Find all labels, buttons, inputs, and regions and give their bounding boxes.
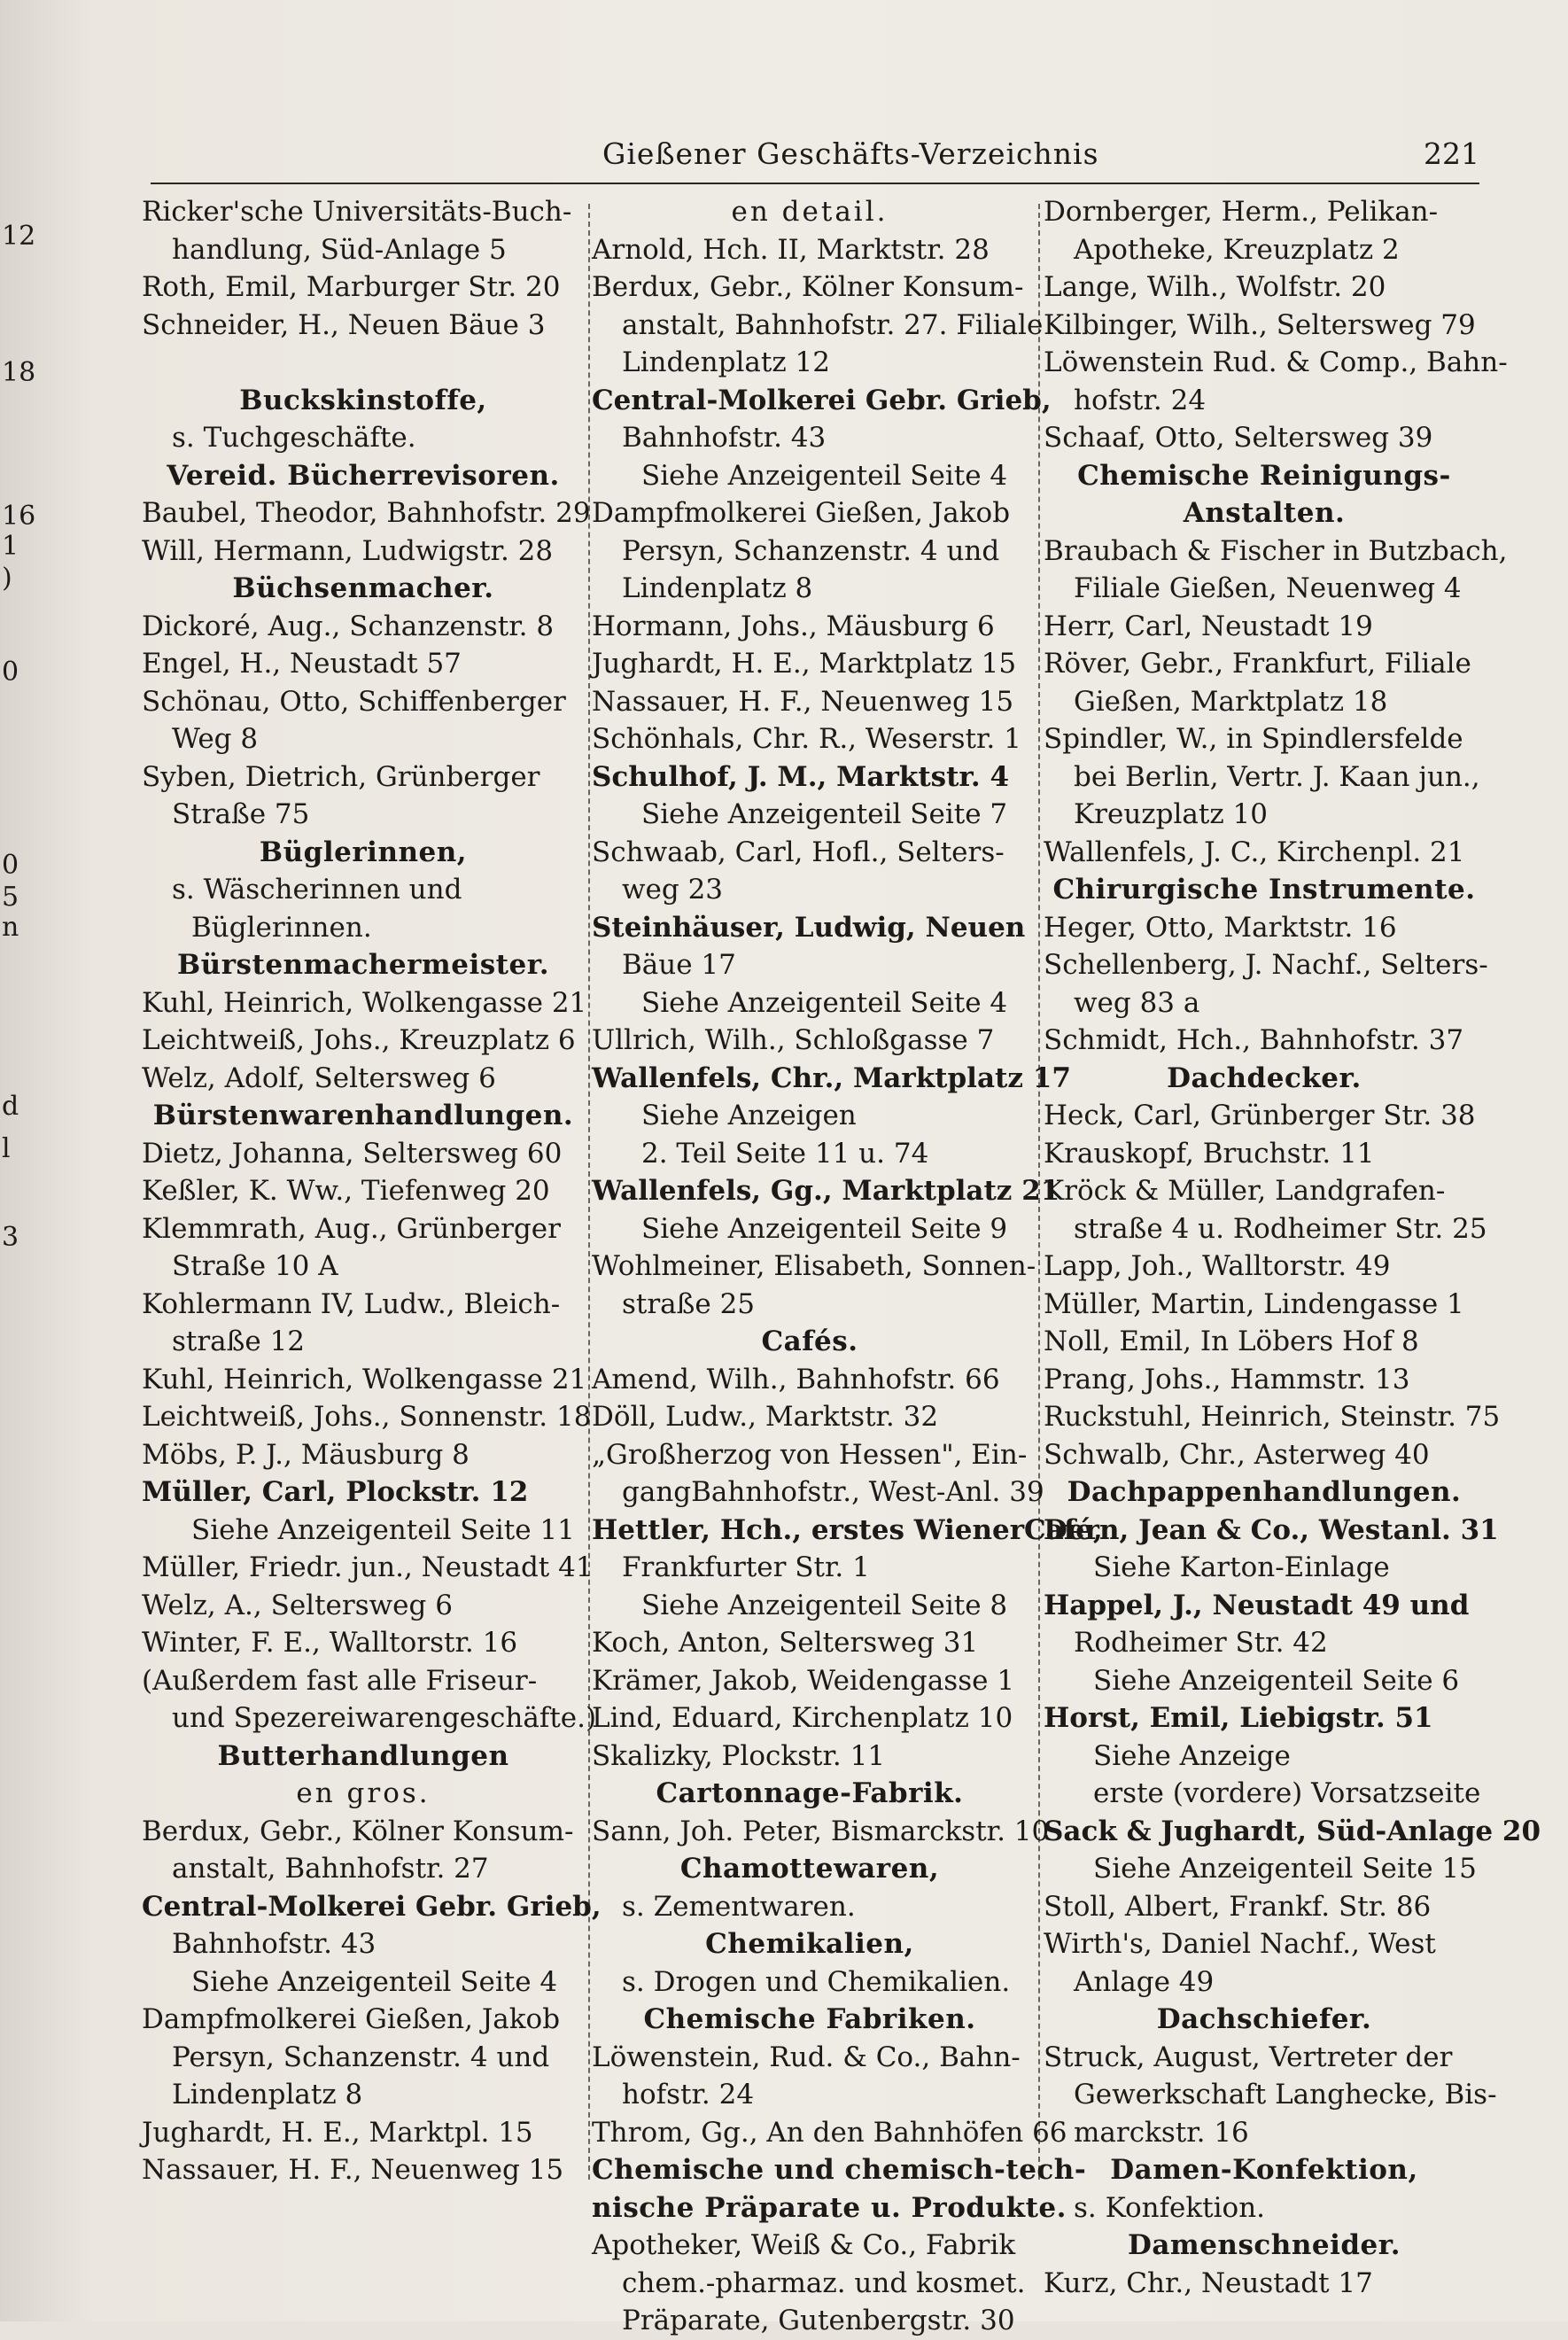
directory-entry: Herr, Carl, Neustadt 19 (1044, 610, 1373, 642)
directory-entry: Winter, F. E., Walltorstr. 16 (142, 1627, 518, 1659)
entry-continuation: Persyn, Schanzenstr. 4 und (172, 2041, 550, 2073)
directory-entry: Lind, Eduard, Kirchenplatz 10 (592, 1702, 1013, 1734)
directory-entry: Krämer, Jakob, Weidengasse 1 (592, 1664, 1015, 1697)
directory-entry: Welz, Adolf, Seltersweg 6 (142, 1061, 496, 1094)
directory-entry: Syben, Dietrich, Grünberger (142, 760, 540, 793)
directory-column-2 (592, 193, 1103, 2336)
directory-entry-highlighted: Sack & Jughardt, Süd-Anlage 20 (1044, 1815, 1541, 1847)
directory-entry: Leichtweiß, Johs., Sonnenstr. 18 (142, 1401, 592, 1433)
directory-entry: Welz, A., Seltersweg 6 (142, 1589, 453, 1621)
section-heading: Dachdecker. (1167, 1061, 1362, 1094)
directory-entry-highlighted: Müller, Carl, Plockstr. 12 (142, 1476, 529, 1508)
entry-continuation: Filiale Gießen, Neuenweg 4 (1074, 572, 1462, 604)
directory-entry: Ullrich, Wilh., Schloßgasse 7 (592, 1024, 995, 1056)
directory-entry: Jughardt, H. E., Marktplatz 15 (592, 648, 1017, 680)
entry-continuation: Apotheke, Kreuzplatz 2 (1074, 233, 1400, 266)
section-heading: Chemikalien, (705, 1928, 914, 1960)
directory-entry: Nassauer, H. F., Neuenweg 15 (142, 2154, 564, 2186)
directory-entry: Wallenfels, J. C., Kirchenpl. 21 (1044, 836, 1465, 868)
section-heading: Damenschneider. (1127, 2229, 1401, 2261)
section-heading: Chemische und chemisch-tech- (592, 2154, 1087, 2186)
section-heading: Büglerinnen, (259, 836, 468, 868)
directory-entry: Kröck & Müller, Landgrafen- (1044, 1175, 1446, 1207)
entry-continuation: hofstr. 24 (622, 2079, 755, 2111)
directory-entry: Dampfmolkerei Gießen, Jakob (592, 497, 1011, 529)
directory-entry: Spindler, W., in Spindlersfelde (1044, 723, 1463, 755)
directory-entry: Hormann, Johs., Mäusburg 6 (592, 610, 995, 642)
directory-entry: Nassauer, H. F., Neuenweg 15 (592, 685, 1014, 718)
directory-entry: Klemmrath, Aug., Grünberger (142, 1212, 561, 1245)
directory-entry: Skalizky, Plockstr. 11 (592, 1739, 886, 1772)
margin-fragment: ) (2, 563, 12, 594)
directory-entry: Krauskopf, Bruchstr. 11 (1044, 1137, 1375, 1170)
directory-entry: Dickoré, Aug., Schanzenstr. 8 (142, 610, 555, 642)
entry-continuation: Gießen, Marktplatz 18 (1074, 685, 1388, 718)
directory-entry: Dampfmolkerei Gießen, Jakob (142, 2003, 561, 2035)
entry-continuation: Kreuzplatz 10 (1074, 798, 1268, 830)
section-heading: Büchsenmacher. (232, 572, 494, 604)
entry-continuation: anstalt, Bahnhofstr. 27. Filiale (622, 308, 1044, 341)
entry-continuation: straße 12 (172, 1325, 306, 1357)
directory-entry: Möbs, P. J., Mäusburg 8 (142, 1438, 470, 1471)
entry-continuation: s. Konfektion. (1074, 2191, 1266, 2224)
directory-entry-highlighted: Dern, Jean & Co., Westanl. 31 (1044, 1513, 1499, 1546)
directory-entry: Dornberger, Herm., Pelikan- (1044, 196, 1439, 228)
directory-entry: „Großherzog von Hessen", Ein- (592, 1438, 1028, 1471)
margin-fragment: 5 (2, 882, 19, 913)
reference-note: Siehe Anzeigenteil Seite 4 (641, 986, 1008, 1019)
margin-fragment: 0 (2, 657, 19, 688)
directory-entry: Struck, August, Vertreter der (1044, 2041, 1453, 2073)
directory-entry: Löwenstein, Rud. & Co., Bahn- (592, 2041, 1021, 2073)
entry-continuation: handlung, Süd-Anlage 5 (172, 233, 507, 266)
directory-entry: Schmidt, Hch., Bahnhofstr. 37 (1044, 1024, 1464, 1056)
section-heading: nische Präparate u. Produkte. (592, 2191, 1067, 2224)
reference-note: Siehe Anzeigenteil Seite 15 (1093, 1853, 1477, 1885)
entry-continuation: Lindenplatz 12 (622, 346, 830, 378)
directory-entry: Lapp, Joh., Walltorstr. 49 (1044, 1250, 1391, 1282)
section-heading: Cartonnage-Fabrik. (656, 1777, 964, 1809)
directory-entry: Jughardt, H. E., Marktpl. 15 (142, 2116, 533, 2149)
directory-entry: Engel, H., Neustadt 57 (142, 648, 462, 680)
margin-fragment: n (2, 912, 19, 943)
entry-continuation: s. Zementwaren. (622, 1890, 856, 1923)
entry-continuation: und Spezereiwarengeschäfte.) (172, 1702, 597, 1734)
directory-entry: (Außerdem fast alle Friseur- (142, 1664, 538, 1697)
directory-entry: Berdux, Gebr., Kölner Konsum- (142, 1815, 574, 1847)
directory-entry: Arnold, Hch. II, Marktstr. 28 (592, 233, 990, 266)
directory-entry: Noll, Emil, In Löbers Hof 8 (1044, 1325, 1419, 1357)
entry-continuation: Bäue 17 (622, 949, 736, 981)
entry-continuation: Weg 8 (172, 723, 259, 755)
directory-entry: Leichtweiß, Johs., Kreuzplatz 6 (142, 1024, 576, 1056)
directory-entry-highlighted: Central-Molkerei Gebr. Grieb, (592, 384, 1052, 416)
directory-entry: Schwalb, Chr., Asterweg 40 (1044, 1438, 1430, 1471)
reference-note: erste (vordere) Vorsatzseite (1093, 1777, 1481, 1809)
directory-entry: Prang, Johs., Hammstr. 13 (1044, 1363, 1410, 1395)
spacer (142, 344, 585, 382)
reference-note: Siehe Anzeigenteil Seite 6 (1093, 1664, 1460, 1697)
entry-continuation: Rodheimer Str. 42 (1074, 1627, 1328, 1659)
directory-entry: Berdux, Gebr., Kölner Konsum- (592, 271, 1024, 303)
directory-entry: Koch, Anton, Seltersweg 31 (592, 1627, 979, 1659)
directory-entry: Heger, Otto, Marktstr. 16 (1044, 911, 1397, 944)
left-margin-fragments (0, 0, 53, 2321)
reference-note: Siehe Anzeige (1093, 1739, 1291, 1772)
section-heading: Bürstenmachermeister. (176, 949, 550, 981)
reference-note: Siehe Anzeigenteil Seite 9 (641, 1212, 1008, 1245)
margin-fragment: l (2, 1133, 11, 1164)
directory-entry: Müller, Martin, Lindengasse 1 (1044, 1287, 1464, 1320)
reference-note: Büglerinnen. (191, 911, 372, 944)
entry-continuation: Bahnhofstr. 43 (172, 1928, 376, 1960)
entry-continuation: Straße 75 (172, 798, 310, 830)
directory-entry: Schwaab, Carl, Hofl., Selters- (592, 836, 1005, 868)
reference-note: Siehe Anzeigenteil Seite 8 (641, 1589, 1008, 1621)
directory-entry: Schönau, Otto, Schiffenberger (142, 685, 566, 718)
page-header (151, 133, 1479, 184)
reference-note: Siehe Anzeigenteil Seite 7 (641, 798, 1008, 830)
entry-continuation: Bahnhofstr. 43 (622, 422, 827, 454)
directory-entry: Kuhl, Heinrich, Wolkengasse 21 (142, 1363, 587, 1395)
directory-entry: Ruckstuhl, Heinrich, Steinstr. 75 (1044, 1401, 1501, 1433)
directory-entry: Baubel, Theodor, Bahnhofstr. 29 (142, 497, 591, 529)
reference-note: Siehe Anzeigenteil Seite 4 (191, 1965, 558, 1998)
directory-entry: Schönhals, Chr. R., Weserstr. 1 (592, 723, 1021, 755)
directory-entry: Will, Hermann, Ludwigstr. 28 (142, 534, 554, 567)
directory-entry: Braubach & Fischer in Butzbach, (1044, 534, 1508, 567)
directory-entry: Wirth's, Daniel Nachf., West (1044, 1928, 1436, 1960)
entry-continuation: Persyn, Schanzenstr. 4 und (622, 534, 1000, 567)
entry-continuation: Lindenplatz 8 (172, 2079, 363, 2111)
directory-entry: Keßler, K. Ww., Tiefenweg 20 (142, 1175, 550, 1207)
section-heading: Buckskinstoffe, (239, 384, 487, 416)
entry-continuation: hofstr. 24 (1074, 384, 1207, 416)
entry-continuation: s. Wäscherinnen und (172, 874, 462, 906)
directory-entry: Heck, Carl, Grünberger Str. 38 (1044, 1100, 1476, 1131)
directory-entry: Löwenstein Rud. & Comp., Bahn- (1044, 346, 1508, 378)
directory-entry: Döll, Ludw., Marktstr. 32 (592, 1401, 939, 1433)
directory-entry: Kurz, Chr., Neustadt 17 (1044, 2266, 1373, 2299)
directory-entry: Schneider, H., Neuen Bäue 3 (142, 308, 546, 341)
section-heading: Cafés. (761, 1325, 858, 1357)
directory-entry-highlighted: Wallenfels, Gg., Marktplatz 21 (592, 1175, 1060, 1207)
entry-continuation: s. Tuchgeschäfte. (172, 422, 416, 454)
directory-entry: Amend, Wilh., Bahnhofstr. 66 (592, 1363, 1000, 1395)
section-heading: Damen-Konfektion, (1110, 2154, 1418, 2186)
entry-continuation: marckstr. 16 (1074, 2116, 1249, 2149)
margin-fragment: 0 (2, 850, 19, 881)
entry-continuation: weg 23 (622, 874, 724, 906)
entry-continuation: s. Drogen und Chemikalien. (622, 1965, 1011, 1998)
margin-fragment: 3 (2, 1222, 19, 1253)
entry-continuation: Gewerkschaft Langhecke, Bis- (1074, 2079, 1497, 2111)
directory-entry: Kuhl, Heinrich, Wolkengasse 21 (142, 986, 587, 1019)
entry-continuation: anstalt, Bahnhofstr. 27 (172, 1853, 489, 1885)
directory-entry-highlighted: Schulhof, J. M., Marktstr. 4 (592, 760, 1010, 793)
directory-entry: Schellenberg, J. Nachf., Selters- (1044, 949, 1488, 981)
directory-entry: Kohlermann IV, Ludw., Bleich- (142, 1287, 561, 1320)
entry-continuation: weg 83 a (1074, 986, 1200, 1019)
section-heading: Dachschiefer. (1156, 2003, 1372, 2035)
entry-continuation: Präparate, Gutenbergstr. 30 (622, 2305, 1015, 2336)
directory-entry-highlighted: Central-Molkerei Gebr. Grieb, (142, 1890, 602, 1923)
reference-note: Siehe Karton-Einlage (1093, 1551, 1390, 1583)
entry-continuation: gangBahnhofstr., West-Anl. 39 (622, 1476, 1044, 1508)
directory-entry-highlighted: Wallenfels, Chr., Marktplatz 17 (592, 1061, 1071, 1094)
directory-entry: Sann, Joh. Peter, Bismarckstr. 10 (592, 1815, 1050, 1847)
entry-continuation: straße 25 (622, 1287, 756, 1320)
entry-continuation: Anlage 49 (1074, 1965, 1215, 1998)
page-number: 221 (1424, 136, 1479, 171)
directory-entry: Stoll, Albert, Frankf. Str. 86 (1044, 1890, 1432, 1923)
directory-entry: Dietz, Johanna, Seltersweg 60 (142, 1137, 563, 1170)
margin-fragment: 1 (2, 531, 19, 562)
entry-continuation: Straße 10 A (172, 1250, 338, 1282)
margin-fragment: 16 (2, 501, 36, 532)
section-heading: Bürstenwarenhandlungen. (152, 1100, 574, 1131)
reference-note: Siehe Anzeigenteil Seite 4 (641, 459, 1008, 492)
entry-continuation: Frankfurter Str. 1 (622, 1551, 870, 1583)
entry-continuation: bei Berlin, Vertr. J. Kaan jun., (1074, 760, 1480, 793)
section-heading: Dachpappenhandlungen. (1067, 1476, 1462, 1508)
margin-fragment: d (2, 1091, 19, 1122)
section-subheading: en gros. (296, 1777, 431, 1809)
directory-entry: Ricker'sche Universitäts-Buch- (142, 196, 572, 228)
entry-continuation: straße 4 u. Rodheimer Str. 25 (1074, 1212, 1487, 1245)
directory-entry: Lange, Wilh., Wolfstr. 20 (1044, 271, 1386, 303)
reference-note: Siehe Anzeigen (641, 1100, 857, 1131)
directory-entry: Roth, Emil, Marburger Str. 20 (142, 271, 561, 303)
section-heading: Chemische Fabriken. (643, 2003, 976, 2035)
section-heading: Chamottewaren, (679, 1853, 940, 1885)
directory-entry: Throm, Gg., An den Bahnhöfen 66 (592, 2116, 1067, 2149)
directory-entry: Müller, Friedr. jun., Neustadt 41 (142, 1551, 594, 1583)
section-heading: Chemische Reinigungs- (1077, 459, 1451, 492)
directory-entry: Kilbinger, Wilh., Seltersweg 79 (1044, 308, 1476, 341)
section-heading: Anstalten. (1183, 497, 1346, 529)
section-heading: Vereid. Bücherrevisoren. (167, 459, 560, 492)
directory-entry: Apotheker, Weiß & Co., Fabrik (592, 2229, 1016, 2261)
directory-entry-highlighted: Happel, J., Neustadt 49 und (1044, 1589, 1470, 1621)
directory-column-3 (1044, 193, 1541, 2299)
directory-entry-highlighted: Horst, Emil, Liebigstr. 51 (1044, 1702, 1433, 1734)
section-heading: Chirurgische Instrumente. (1052, 874, 1476, 906)
entry-continuation: chem.-pharmaz. und kosmet. (622, 2266, 1026, 2299)
reference-note: Siehe Anzeigenteil Seite 11 (191, 1513, 575, 1546)
reference-note: 2. Teil Seite 11 u. 74 (641, 1137, 929, 1170)
section-heading: Butterhandlungen (217, 1739, 509, 1772)
directory-entry: Schaaf, Otto, Seltersweg 39 (1044, 422, 1433, 454)
directory-entry-highlighted: Hettler, Hch., erstes WienerCafé, (592, 1513, 1103, 1546)
section-subheading: en detail. (731, 196, 889, 228)
directory-entry: Wohlmeiner, Elisabeth, Sonnen- (592, 1250, 1036, 1282)
page-title: Gießener Geschäfts-Verzeichnis (602, 136, 1099, 171)
margin-fragment: 18 (2, 357, 36, 388)
margin-fragment: 12 (2, 221, 36, 252)
directory-entry: Röver, Gebr., Frankfurt, Filiale (1044, 648, 1471, 680)
directory-entry-highlighted: Steinhäuser, Ludwig, Neuen (592, 911, 1026, 944)
entry-continuation: Lindenplatz 8 (622, 572, 813, 604)
directory-column-1 (142, 193, 602, 2187)
